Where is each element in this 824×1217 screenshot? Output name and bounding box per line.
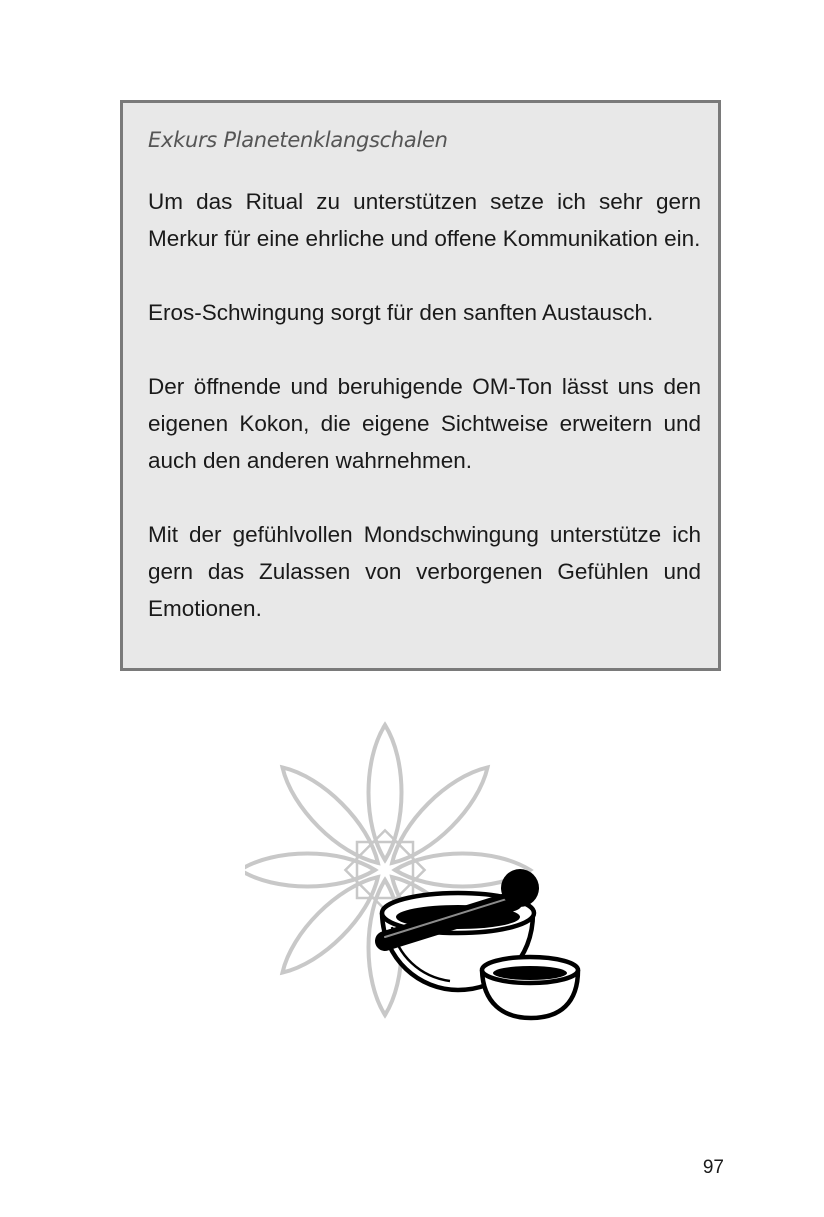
small-singing-bowl <box>482 957 578 1018</box>
paragraph-eros: Eros-Schwingung sorgt für den sanften Austausch. <box>148 300 654 325</box>
singing-bowls-icon <box>245 715 585 1025</box>
excursus-title: Exkurs Planetenklangschalen <box>148 128 448 152</box>
paragraph-mond: Mit der gefühlvollen Mondschwingung unterstütze ich gern das Zulassen von verborgenen Gefühlen und Emotionen. <box>148 522 701 621</box>
singing-bowls-illustration <box>245 715 585 1025</box>
paragraph-merkur: Um das Ritual zu unterstützen setze ich sehr gern Merkur für eine ehrliche und offene Kommunikation ein. <box>148 189 701 251</box>
excursus-box <box>120 100 721 671</box>
excursus-body <box>148 183 701 627</box>
page-number: 97 <box>702 1157 724 1178</box>
paragraph-om: Der öffnende und beruhigende OM-Ton lässt uns den eigenen Kokon, die eigene Sichtweise erweitern und auch den anderen wahrnehmen. <box>148 374 701 473</box>
